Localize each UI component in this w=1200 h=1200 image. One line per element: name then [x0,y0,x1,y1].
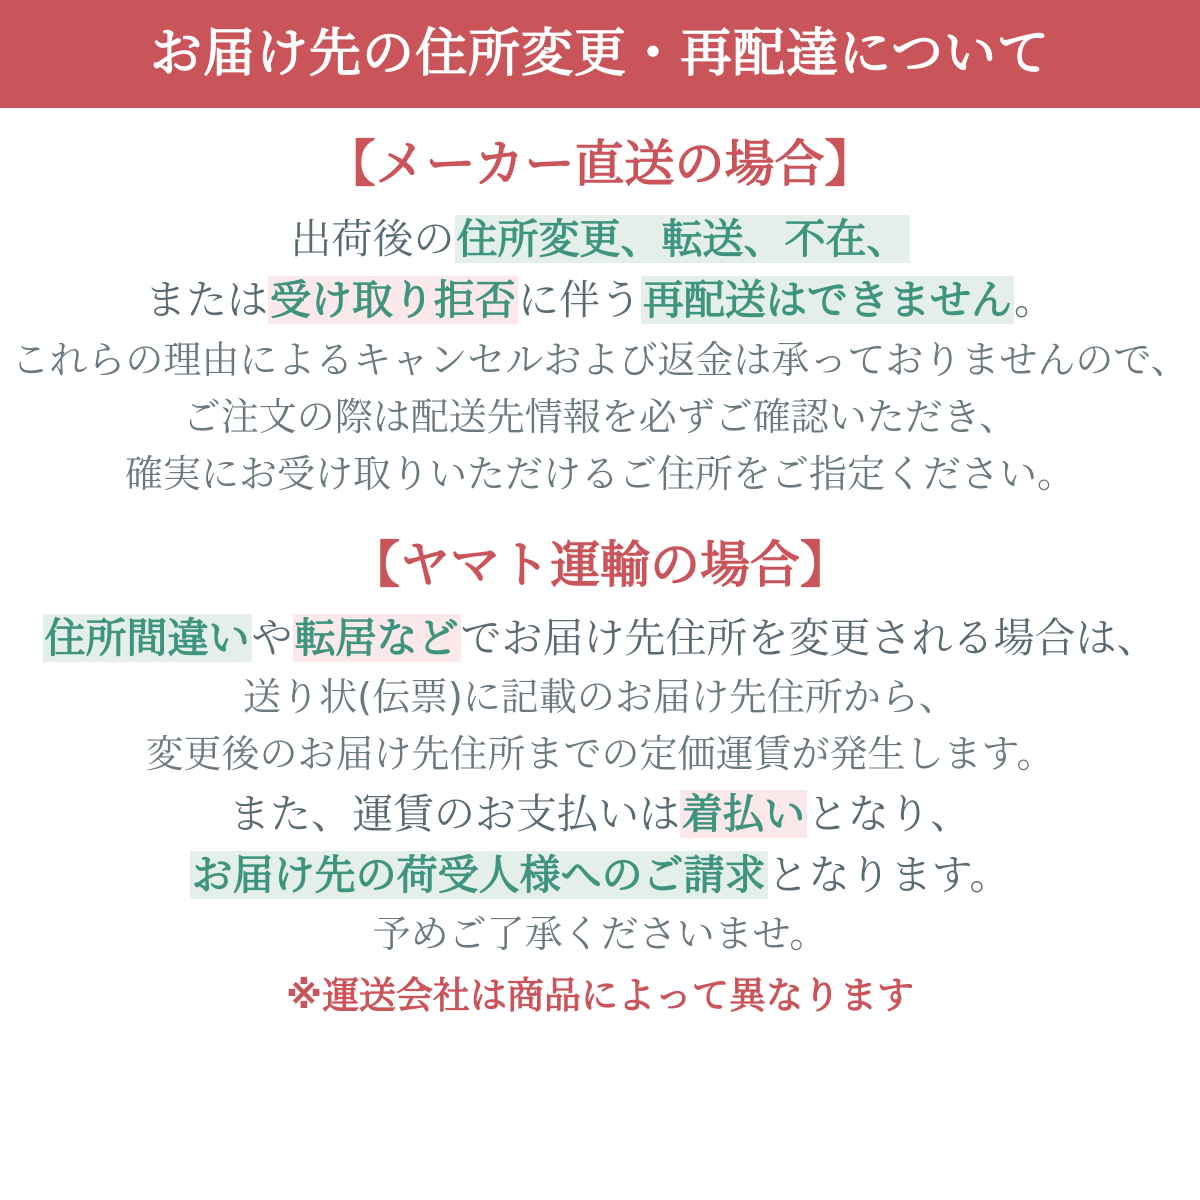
header-bar [0,0,1200,108]
section-heading-maker-direct: 【メーカー直送の場合】 [325,135,875,193]
line-part-highlight: 再配送はできません [643,276,1012,325]
line-part-highlight: 受け取り拒否 [270,276,516,325]
line-part: また、運賃のお支払いは [229,789,680,838]
line-part-highlight: 住所変更、転送、不在、 [456,215,908,263]
notice-line: ご注文の際は配送先情報を必ずご確認いただき、 [182,394,1018,439]
notice-line [10,212,1190,267]
line-part: または [145,276,268,325]
notice-line: 予めご了承くださいませ。 [372,912,828,957]
line-part-highlight: 転居など [294,613,459,662]
line-part: となり、 [807,789,971,838]
notice-line: 変更後のお届け先住所までの定価運賃が発生します。 [145,732,1055,777]
notice-line [10,787,1190,842]
line-part-highlight: お届け先の荷受人様へのご請求 [191,850,766,899]
notice-line: これらの理由によるキャンセルおよび返金は承っておりませんので、 [11,337,1189,382]
line-part: となります。 [767,850,1011,899]
notice-line [10,611,1190,666]
notice-line [10,848,1190,903]
page-title: お届け先の住所変更・再配達について [150,24,1050,84]
notice-line [10,273,1190,328]
notice-line: 確実にお受け取りいただけるご住所をご指定ください。 [124,452,1075,497]
notice-line: 送り状(伝票)に記載のお届け先住所から、 [243,674,957,719]
line-part: に伴う [518,276,641,325]
line-part-highlight: 着払い [682,789,805,838]
line-part: 出荷後の [290,215,455,263]
notice-content [0,134,1200,1020]
line-part-highlight: 住所間違い [44,613,250,662]
footnote: ※運送会社は商品によって異なります [286,973,914,1017]
line-part: でお届け先住所を変更される場合は、 [460,613,1158,662]
line-part: 。 [1014,276,1055,325]
section-heading-yamato: 【ヤマト運輸の場合】 [350,535,850,594]
line-part: や [251,613,293,662]
